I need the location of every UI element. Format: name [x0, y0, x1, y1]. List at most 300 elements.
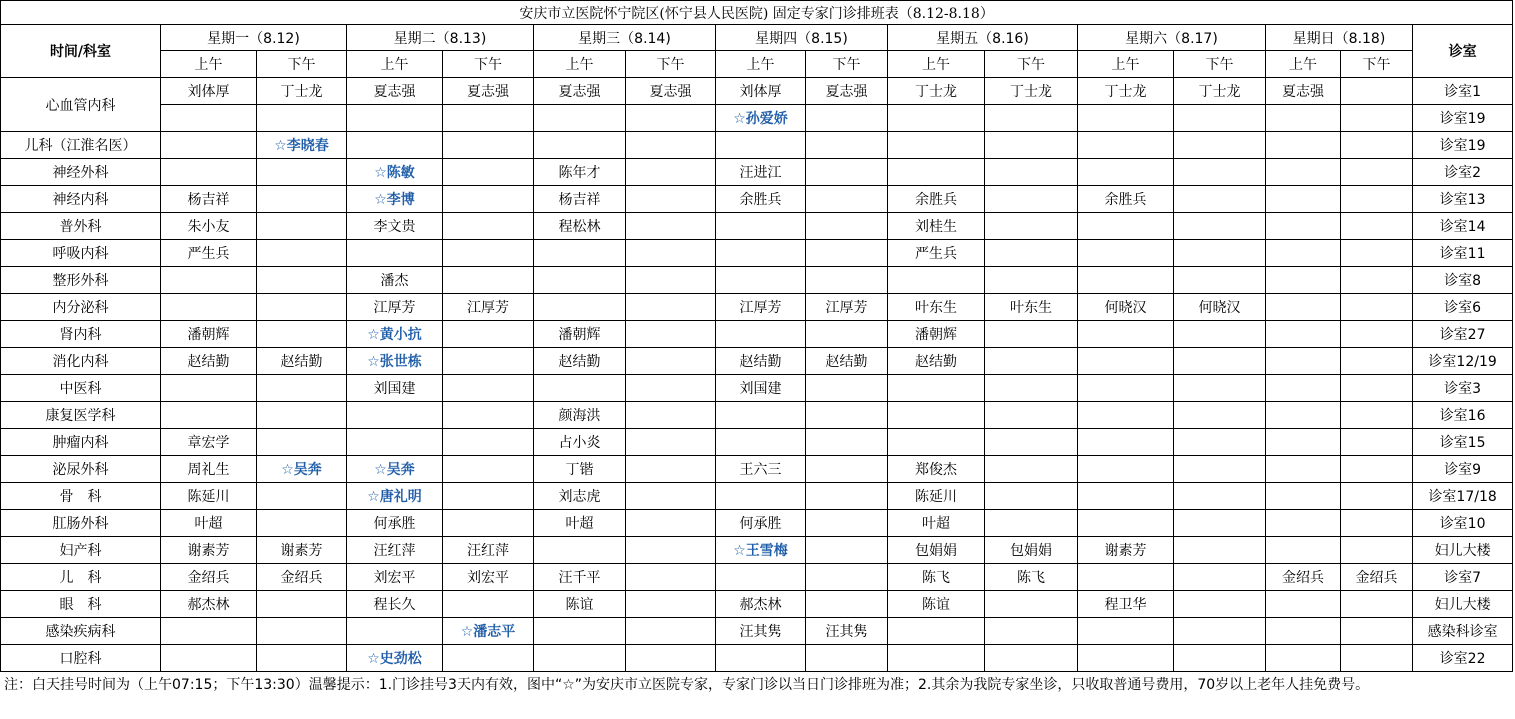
pm-doctor-cell: [1341, 105, 1413, 132]
pm-doctor-cell: ☆李晓春: [257, 132, 347, 159]
am-doctor-cell: [161, 267, 257, 294]
page-title: 安庆市立医院怀宁院区(怀宁县人民医院) 固定专家门诊排班表（8.12-8.18）: [1, 1, 1513, 25]
am-doctor-cell: ☆陈敏: [347, 159, 443, 186]
am-doctor-cell: 刘志虎: [534, 483, 626, 510]
am-doctor-cell: 刘体厚: [161, 78, 257, 105]
pm-doctor-cell: [985, 186, 1078, 213]
am-doctor-cell: [347, 618, 443, 645]
pm-doctor-cell: [257, 483, 347, 510]
am-doctor-cell: 汪红萍: [347, 537, 443, 564]
pm-doctor-cell: 金绍兵: [257, 564, 347, 591]
am-doctor-cell: [888, 375, 985, 402]
department-cell: 心血管内科: [1, 78, 161, 132]
pm-doctor-cell: [626, 564, 716, 591]
pm-doctor-cell: [257, 591, 347, 618]
am-doctor-cell: [888, 132, 985, 159]
am-doctor-cell: 颜海洪: [534, 402, 626, 429]
am-doctor-cell: [888, 429, 985, 456]
header-day: 星期四（8.15): [716, 25, 888, 51]
am-doctor-cell: [1266, 294, 1341, 321]
pm-doctor-cell: [985, 591, 1078, 618]
pm-doctor-cell: [1174, 132, 1266, 159]
am-doctor-cell: 潘朝辉: [161, 321, 257, 348]
pm-doctor-cell: [626, 267, 716, 294]
am-doctor-cell: 谢素芳: [1078, 537, 1174, 564]
pm-doctor-cell: [806, 483, 888, 510]
pm-doctor-cell: [257, 510, 347, 537]
pm-doctor-cell: [257, 294, 347, 321]
am-doctor-cell: 杨吉祥: [161, 186, 257, 213]
am-doctor-cell: [716, 402, 806, 429]
pm-doctor-cell: [1174, 456, 1266, 483]
am-doctor-cell: 丁士龙: [888, 78, 985, 105]
pm-doctor-cell: [443, 267, 534, 294]
pm-doctor-cell: [985, 645, 1078, 672]
am-doctor-cell: [716, 321, 806, 348]
am-doctor-cell: 陈年才: [534, 159, 626, 186]
pm-doctor-cell: [443, 456, 534, 483]
pm-doctor-cell: [257, 267, 347, 294]
table-row: [1, 294, 1513, 321]
header-am: 上午: [888, 51, 985, 78]
am-doctor-cell: [161, 294, 257, 321]
pm-doctor-cell: [1174, 645, 1266, 672]
table-row: [1, 618, 1513, 645]
header-pm: 下午: [1341, 51, 1413, 78]
department-cell: 口腔科: [1, 645, 161, 672]
am-doctor-cell: 程松林: [534, 213, 626, 240]
pm-doctor-cell: [443, 240, 534, 267]
am-doctor-cell: [1078, 348, 1174, 375]
am-doctor-cell: [1266, 267, 1341, 294]
table-row: [1, 402, 1513, 429]
pm-doctor-cell: [1341, 186, 1413, 213]
am-doctor-cell: 谢素芳: [161, 537, 257, 564]
room-cell: 妇儿大楼: [1413, 591, 1513, 618]
pm-doctor-cell: [806, 645, 888, 672]
am-doctor-cell: 何承胜: [716, 510, 806, 537]
pm-doctor-cell: [626, 510, 716, 537]
am-doctor-cell: [161, 645, 257, 672]
pm-doctor-cell: [1341, 213, 1413, 240]
am-doctor-cell: [1266, 348, 1341, 375]
pm-doctor-cell: [806, 591, 888, 618]
room-cell: 诊室3: [1413, 375, 1513, 402]
am-doctor-cell: [534, 267, 626, 294]
table-row: [1, 240, 1513, 267]
pm-doctor-cell: [806, 213, 888, 240]
department-cell: 中医科: [1, 375, 161, 402]
am-doctor-cell: 刘宏平: [347, 564, 443, 591]
pm-doctor-cell: [626, 348, 716, 375]
am-doctor-cell: [161, 105, 257, 132]
header-day: 星期五（8.16): [888, 25, 1078, 51]
department-cell: 神经内科: [1, 186, 161, 213]
header-am: 上午: [161, 51, 257, 78]
pm-doctor-cell: [985, 618, 1078, 645]
am-doctor-cell: 汪其隽: [716, 618, 806, 645]
pm-doctor-cell: [1174, 321, 1266, 348]
am-doctor-cell: 程长久: [347, 591, 443, 618]
table-row: [1, 483, 1513, 510]
pm-doctor-cell: [806, 402, 888, 429]
pm-doctor-cell: [806, 429, 888, 456]
pm-doctor-cell: [1174, 537, 1266, 564]
pm-doctor-cell: [806, 267, 888, 294]
pm-doctor-cell: [1174, 618, 1266, 645]
header-pm: 下午: [1174, 51, 1266, 78]
pm-doctor-cell: [257, 186, 347, 213]
pm-doctor-cell: [257, 240, 347, 267]
table-row: [1, 510, 1513, 537]
department-cell: 肾内科: [1, 321, 161, 348]
am-doctor-cell: [888, 645, 985, 672]
am-doctor-cell: 陈谊: [534, 591, 626, 618]
pm-doctor-cell: [985, 348, 1078, 375]
pm-doctor-cell: [806, 105, 888, 132]
am-doctor-cell: ☆唐礼明: [347, 483, 443, 510]
pm-doctor-cell: [806, 240, 888, 267]
am-doctor-cell: ☆张世栋: [347, 348, 443, 375]
pm-doctor-cell: [985, 375, 1078, 402]
pm-doctor-cell: [1341, 267, 1413, 294]
am-doctor-cell: [1266, 537, 1341, 564]
table-row: [1, 645, 1513, 672]
pm-doctor-cell: [443, 375, 534, 402]
pm-doctor-cell: [806, 132, 888, 159]
am-doctor-cell: 丁锴: [534, 456, 626, 483]
pm-doctor-cell: [1174, 105, 1266, 132]
room-cell: 诊室12/19: [1413, 348, 1513, 375]
am-doctor-cell: 潘杰: [347, 267, 443, 294]
header-day: 星期日（8.18): [1266, 25, 1413, 51]
room-cell: 诊室2: [1413, 159, 1513, 186]
pm-doctor-cell: [257, 159, 347, 186]
pm-doctor-cell: 汪红萍: [443, 537, 534, 564]
am-doctor-cell: 潘朝辉: [888, 321, 985, 348]
am-doctor-cell: 占小炎: [534, 429, 626, 456]
table-row: [1, 429, 1513, 456]
department-cell: 感染疾病科: [1, 618, 161, 645]
room-cell: 诊室1: [1413, 78, 1513, 105]
pm-doctor-cell: [1341, 402, 1413, 429]
am-doctor-cell: [716, 429, 806, 456]
am-doctor-cell: [1266, 591, 1341, 618]
am-doctor-cell: 汪进江: [716, 159, 806, 186]
am-doctor-cell: 赵结勤: [888, 348, 985, 375]
am-doctor-cell: [534, 645, 626, 672]
am-doctor-cell: ☆李博: [347, 186, 443, 213]
am-doctor-cell: 刘桂生: [888, 213, 985, 240]
am-doctor-cell: [534, 132, 626, 159]
pm-doctor-cell: [985, 456, 1078, 483]
pm-doctor-cell: [626, 483, 716, 510]
pm-doctor-cell: [1174, 429, 1266, 456]
department-cell: 眼 科: [1, 591, 161, 618]
am-doctor-cell: 江厚芳: [716, 294, 806, 321]
pm-doctor-cell: [626, 537, 716, 564]
am-doctor-cell: [347, 105, 443, 132]
pm-doctor-cell: 汪其隽: [806, 618, 888, 645]
pm-doctor-cell: 丁士龙: [985, 78, 1078, 105]
header-am: 上午: [716, 51, 806, 78]
table-row: [1, 159, 1513, 186]
schedule-body: [1, 78, 1513, 672]
department-cell: 泌尿外科: [1, 456, 161, 483]
pm-doctor-cell: 刘宏平: [443, 564, 534, 591]
department-cell: 儿 科: [1, 564, 161, 591]
pm-doctor-cell: [1341, 429, 1413, 456]
am-doctor-cell: [534, 537, 626, 564]
pm-doctor-cell: [257, 618, 347, 645]
pm-doctor-cell: [1341, 78, 1413, 105]
pm-doctor-cell: [985, 213, 1078, 240]
pm-doctor-cell: [1341, 510, 1413, 537]
pm-doctor-cell: [443, 510, 534, 537]
department-cell: 儿科（江淮名医）: [1, 132, 161, 159]
pm-doctor-cell: 赵结勤: [806, 348, 888, 375]
am-doctor-cell: 陈飞: [888, 564, 985, 591]
am-doctor-cell: [161, 159, 257, 186]
header-day: 星期二（8.13): [347, 25, 534, 51]
pm-doctor-cell: ☆潘志平: [443, 618, 534, 645]
am-doctor-cell: [1266, 240, 1341, 267]
am-doctor-cell: [1078, 375, 1174, 402]
am-doctor-cell: [716, 645, 806, 672]
header-am: 上午: [1266, 51, 1341, 78]
am-doctor-cell: [1078, 213, 1174, 240]
am-doctor-cell: 汪千平: [534, 564, 626, 591]
am-doctor-cell: [888, 618, 985, 645]
pm-doctor-cell: [257, 321, 347, 348]
pm-doctor-cell: [257, 402, 347, 429]
am-doctor-cell: 陈延川: [888, 483, 985, 510]
am-doctor-cell: [1266, 402, 1341, 429]
pm-doctor-cell: [806, 537, 888, 564]
am-doctor-cell: [888, 267, 985, 294]
am-doctor-cell: 余胜兵: [888, 186, 985, 213]
pm-doctor-cell: [806, 186, 888, 213]
pm-doctor-cell: [806, 510, 888, 537]
pm-doctor-cell: 谢素芳: [257, 537, 347, 564]
am-doctor-cell: [1078, 240, 1174, 267]
am-doctor-cell: 潘朝辉: [534, 321, 626, 348]
am-doctor-cell: [347, 240, 443, 267]
pm-doctor-cell: [1174, 591, 1266, 618]
pm-doctor-cell: 陈飞: [985, 564, 1078, 591]
pm-doctor-cell: [626, 591, 716, 618]
pm-doctor-cell: [1341, 321, 1413, 348]
department-cell: 呼吸内科: [1, 240, 161, 267]
am-doctor-cell: [1266, 618, 1341, 645]
am-doctor-cell: [1078, 564, 1174, 591]
am-doctor-cell: 郝杰林: [716, 591, 806, 618]
am-doctor-cell: [534, 618, 626, 645]
pm-doctor-cell: [626, 294, 716, 321]
am-doctor-cell: ☆王雪梅: [716, 537, 806, 564]
pm-doctor-cell: [443, 591, 534, 618]
header-day: 星期一（8.12): [161, 25, 347, 51]
pm-doctor-cell: [443, 348, 534, 375]
am-doctor-cell: [1266, 375, 1341, 402]
am-doctor-cell: 金绍兵: [161, 564, 257, 591]
am-doctor-cell: 赵结勤: [534, 348, 626, 375]
pm-doctor-cell: [626, 375, 716, 402]
am-doctor-cell: [888, 159, 985, 186]
am-doctor-cell: [1266, 456, 1341, 483]
am-doctor-cell: [347, 132, 443, 159]
pm-doctor-cell: [1174, 483, 1266, 510]
am-doctor-cell: 刘国建: [347, 375, 443, 402]
am-doctor-cell: [1266, 132, 1341, 159]
room-cell: 诊室16: [1413, 402, 1513, 429]
table-row: [1, 78, 1513, 105]
room-cell: 感染科诊室: [1413, 618, 1513, 645]
pm-doctor-cell: [257, 105, 347, 132]
pm-doctor-cell: 江厚芳: [806, 294, 888, 321]
department-cell: 肛肠外科: [1, 510, 161, 537]
pm-doctor-cell: [1341, 240, 1413, 267]
pm-doctor-cell: [443, 105, 534, 132]
header-am: 上午: [534, 51, 626, 78]
am-doctor-cell: [1078, 402, 1174, 429]
room-cell: 妇儿大楼: [1413, 537, 1513, 564]
am-doctor-cell: 何晓汉: [1078, 294, 1174, 321]
pm-doctor-cell: [1341, 618, 1413, 645]
am-doctor-cell: 章宏学: [161, 429, 257, 456]
pm-doctor-cell: [1174, 267, 1266, 294]
am-doctor-cell: 叶超: [888, 510, 985, 537]
am-doctor-cell: [716, 483, 806, 510]
pm-doctor-cell: [1174, 159, 1266, 186]
am-doctor-cell: [161, 132, 257, 159]
am-doctor-cell: 金绍兵: [1266, 564, 1341, 591]
am-doctor-cell: [716, 267, 806, 294]
room-cell: 诊室11: [1413, 240, 1513, 267]
am-doctor-cell: 丁士龙: [1078, 78, 1174, 105]
am-doctor-cell: ☆孙爱娇: [716, 105, 806, 132]
am-doctor-cell: 余胜兵: [1078, 186, 1174, 213]
pm-doctor-cell: [443, 159, 534, 186]
pm-doctor-cell: [1341, 645, 1413, 672]
am-doctor-cell: [1266, 159, 1341, 186]
header-room: 诊室: [1413, 25, 1513, 78]
am-doctor-cell: 包娟娟: [888, 537, 985, 564]
department-cell: 消化内科: [1, 348, 161, 375]
room-cell: 诊室9: [1413, 456, 1513, 483]
pm-doctor-cell: [1341, 159, 1413, 186]
room-cell: 诊室19: [1413, 132, 1513, 159]
am-doctor-cell: [716, 564, 806, 591]
am-doctor-cell: 余胜兵: [716, 186, 806, 213]
am-doctor-cell: [1266, 645, 1341, 672]
pm-doctor-cell: [257, 375, 347, 402]
pm-doctor-cell: 包娟娟: [985, 537, 1078, 564]
am-doctor-cell: [1266, 105, 1341, 132]
am-doctor-cell: [1078, 510, 1174, 537]
am-doctor-cell: [716, 240, 806, 267]
table-row: [1, 348, 1513, 375]
pm-doctor-cell: [985, 429, 1078, 456]
table-row: [1, 591, 1513, 618]
pm-doctor-cell: [985, 105, 1078, 132]
pm-doctor-cell: 夏志强: [443, 78, 534, 105]
am-doctor-cell: [1266, 321, 1341, 348]
footer-note: 注：白天挂号时间为（上午07:15；下午13:30）温馨提示：1.门诊挂号3天内有效，图中“☆”为安庆市立医院专家，专家门诊以当日门诊排班为准；2.其余为我院专家坐诊，只收取普通号费用，70岁以上老年人挂免费号。: [4, 677, 1370, 693]
department-cell: 康复医学科: [1, 402, 161, 429]
pm-doctor-cell: 叶东生: [985, 294, 1078, 321]
am-doctor-cell: [347, 429, 443, 456]
am-doctor-cell: 陈延川: [161, 483, 257, 510]
am-doctor-cell: 叶超: [161, 510, 257, 537]
pm-doctor-cell: [985, 267, 1078, 294]
am-doctor-cell: [1266, 483, 1341, 510]
pm-doctor-cell: [443, 645, 534, 672]
pm-doctor-cell: 赵结勤: [257, 348, 347, 375]
table-row: [1, 105, 1513, 132]
room-cell: 诊室22: [1413, 645, 1513, 672]
header-time-dept: 时间/科室: [1, 25, 161, 78]
am-doctor-cell: 程卫华: [1078, 591, 1174, 618]
room-cell: 诊室7: [1413, 564, 1513, 591]
pm-doctor-cell: [985, 321, 1078, 348]
pm-doctor-cell: [806, 375, 888, 402]
am-doctor-cell: 严生兵: [161, 240, 257, 267]
header-am: 上午: [347, 51, 443, 78]
am-doctor-cell: [534, 294, 626, 321]
am-doctor-cell: [1078, 456, 1174, 483]
pm-doctor-cell: [443, 402, 534, 429]
am-doctor-cell: 朱小友: [161, 213, 257, 240]
am-doctor-cell: 叶超: [534, 510, 626, 537]
am-doctor-cell: [888, 402, 985, 429]
room-cell: 诊室6: [1413, 294, 1513, 321]
department-cell: 妇产科: [1, 537, 161, 564]
am-doctor-cell: 周礼生: [161, 456, 257, 483]
header-am: 上午: [1078, 51, 1174, 78]
room-cell: 诊室27: [1413, 321, 1513, 348]
am-doctor-cell: [1078, 645, 1174, 672]
room-cell: 诊室10: [1413, 510, 1513, 537]
pm-doctor-cell: [626, 186, 716, 213]
am-doctor-cell: [1078, 267, 1174, 294]
am-doctor-cell: [716, 213, 806, 240]
am-doctor-cell: ☆吴奔: [347, 456, 443, 483]
am-doctor-cell: 严生兵: [888, 240, 985, 267]
am-doctor-cell: 江厚芳: [347, 294, 443, 321]
am-doctor-cell: [534, 375, 626, 402]
pm-doctor-cell: [626, 645, 716, 672]
am-doctor-cell: [347, 402, 443, 429]
pm-doctor-cell: 夏志强: [626, 78, 716, 105]
room-cell: 诊室19: [1413, 105, 1513, 132]
pm-doctor-cell: [626, 240, 716, 267]
pm-doctor-cell: [806, 321, 888, 348]
am-doctor-cell: ☆黄小抗: [347, 321, 443, 348]
am-doctor-cell: ☆史劲松: [347, 645, 443, 672]
pm-doctor-cell: [626, 105, 716, 132]
am-doctor-cell: 赵结勤: [716, 348, 806, 375]
pm-doctor-cell: ☆吴奔: [257, 456, 347, 483]
table-row: [1, 375, 1513, 402]
pm-doctor-cell: [443, 483, 534, 510]
pm-doctor-cell: [1341, 591, 1413, 618]
am-doctor-cell: 杨吉祥: [534, 186, 626, 213]
am-doctor-cell: 夏志强: [347, 78, 443, 105]
header-pm: 下午: [806, 51, 888, 78]
room-cell: 诊室17/18: [1413, 483, 1513, 510]
pm-doctor-cell: [443, 321, 534, 348]
